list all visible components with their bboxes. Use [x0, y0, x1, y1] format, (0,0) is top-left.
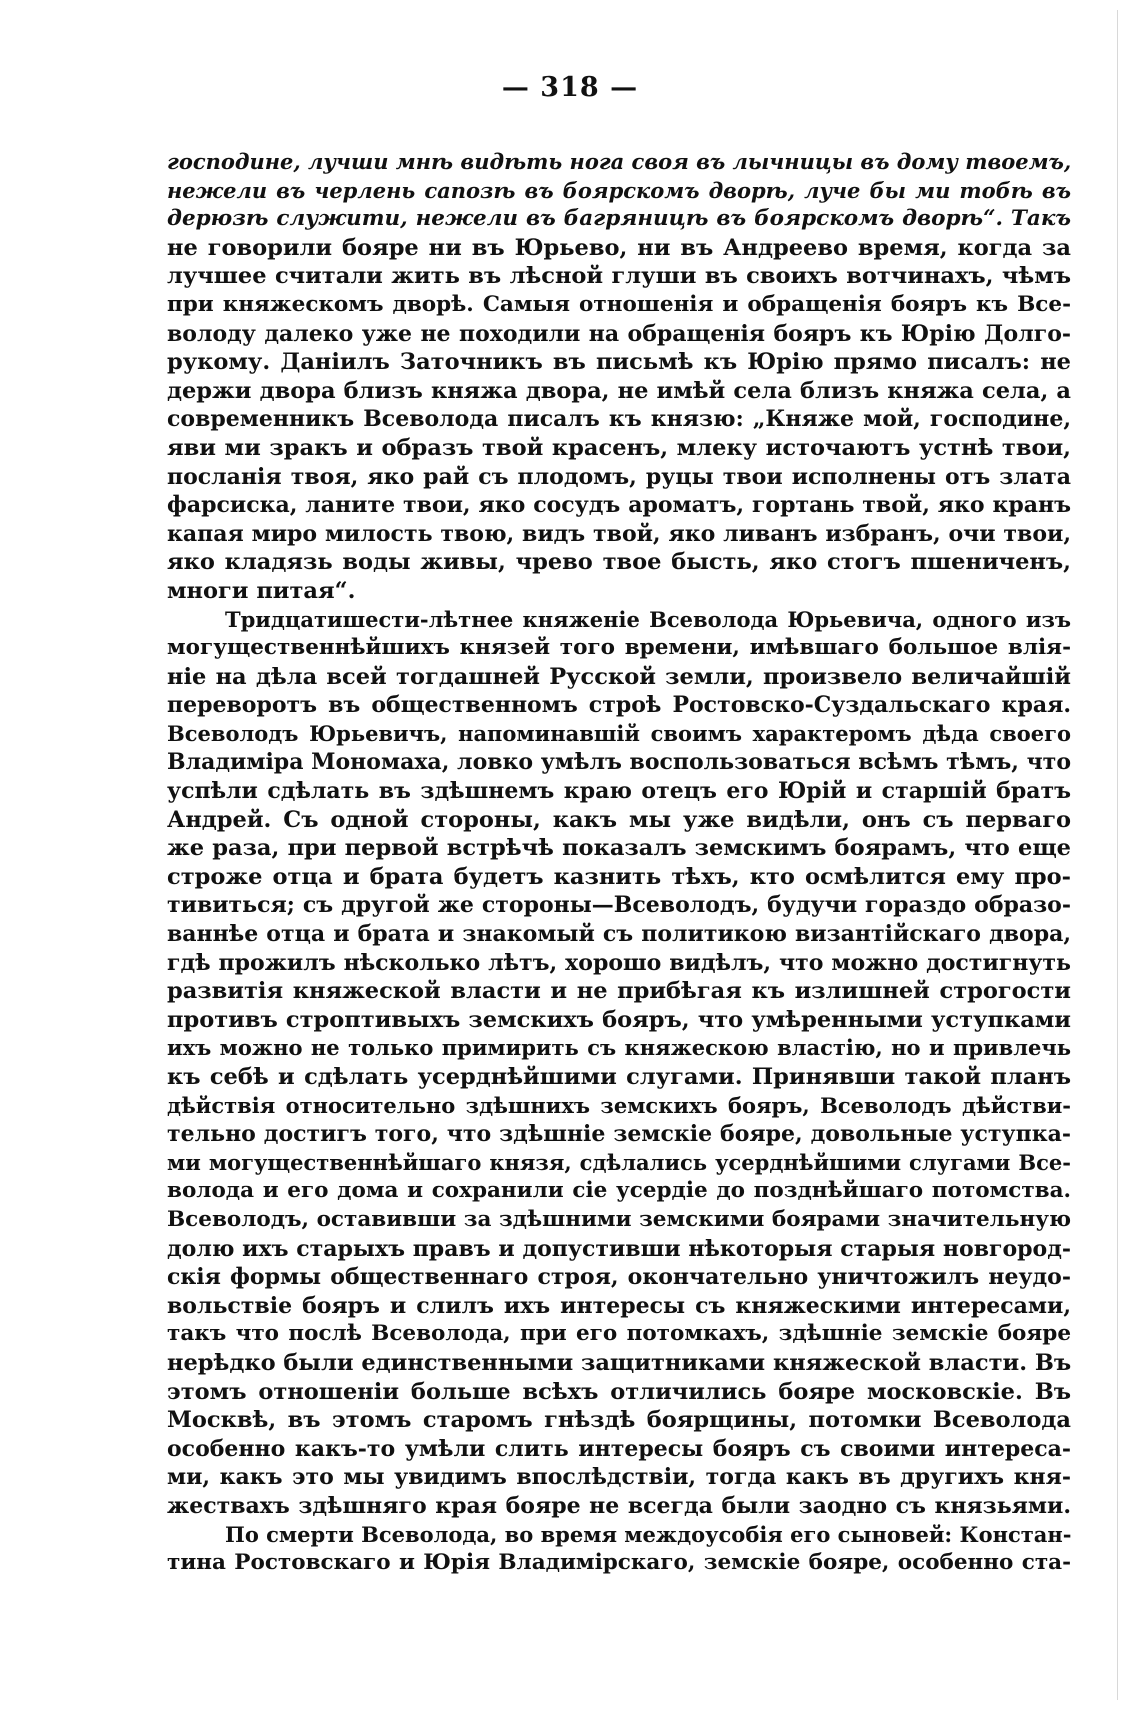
text-line: яви ми зракъ и образъ твой красенъ, млеку источаютъ устнѣ твои, — [167, 434, 1071, 461]
text-line: Андрей. Съ одной стороны, какъ мы уже видѣли, онъ съ перваго — [167, 806, 1071, 833]
text-line: успѣли сдѣлать въ здѣшнемъ краю отецъ его Юрій и старшій братъ — [167, 778, 1071, 805]
text-line: не говорили бояре ни въ Юрьево, ни въ Андреево время, когда за — [167, 234, 1071, 261]
text-line: такъ что послѣ Всеволода, при его потомкахъ, здѣшніе земскіе бояре — [167, 1321, 1071, 1347]
text-line: волода и его дома и сохранили сіе усердіе до позднѣйшаго потомства. — [167, 1178, 1071, 1204]
text-line: рукому. Даніилъ Заточникъ въ письмѣ къ Юрію прямо писалъ: не — [167, 349, 1071, 376]
text-line: капая миро милость твою, видъ твой, яко ливанъ избранъ, очи твои, — [167, 520, 1071, 547]
text-line: особенно какъ-то умѣли слить интересы бояръ съ своими интереса- — [167, 1435, 1071, 1462]
text-line: нежели въ черлень сапозѣ въ боярскомъ дворѣ, луче бы ми тобѣ въ — [167, 177, 1071, 203]
text-line: могущественнѣйшихъ князей того времени, имѣвшаго большое влія- — [167, 635, 1071, 661]
text-line: тина Ростовскаго и Юрія Владимірскаго, земскіе бояре, особенно ста- — [167, 1550, 1071, 1576]
text-line: Всеволодъ Юрьевичъ, напоминавшій своимъ характеромъ дѣда своего — [167, 720, 1071, 746]
text-line: этомъ отношеніи больше всѣхъ отличились бояре московскіе. Въ — [167, 1378, 1071, 1405]
text-line: Москвѣ, въ этомъ старомъ гнѣздѣ боярщины, потомки Всеволода — [167, 1407, 1071, 1434]
text-line: при княжескомъ дворѣ. Самыя отношенія и обращенія бояръ къ Все- — [167, 291, 1071, 317]
text-line: Владиміра Мономаха, ловко умѣлъ воспользоваться всѣмъ тѣмъ, что — [167, 749, 1071, 776]
text-line: вольствіе бояръ и слилъ ихъ интересы съ княжескими интересами, — [167, 1292, 1071, 1319]
text-line: переворотъ въ общественномъ строѣ Ростовско-Суздальскаго края. — [167, 692, 1071, 719]
paragraph-end-line: многи питая“. — [167, 577, 356, 604]
text-line: скія формы общественнаго строя, окончательно уничтожилъ неудо- — [167, 1264, 1071, 1291]
text-line: жествахъ здѣшняго края бояре не всегда были заодно съ князьями. — [167, 1492, 1071, 1519]
text-line: же раза, при первой встрѣчѣ показалъ земскимъ боярамъ, что еще — [167, 835, 1071, 862]
text-line: тивиться; съ другой же стороны—Всеволодъ, будучи гораздо образо- — [167, 892, 1071, 919]
body-text — [167, 148, 1071, 1578]
text-line: лучшее считали жить въ лѣсной глуши въ своихъ вотчинахъ, чѣмъ — [167, 263, 1071, 290]
text-line: нерѣдко были единственными защитниками княжеской власти. Въ — [167, 1349, 1071, 1376]
paragraph-start-line: По смерти Всеволода, во время междоусобія его сыновей: Констан- — [225, 1521, 1071, 1547]
text-line: дѣйствія относительно здѣшнихъ земскихъ бояръ, Всеволодъ дѣйстви- — [167, 1092, 1071, 1118]
page-edge-divider — [1117, 10, 1118, 1700]
text-line: володу далеко уже не походили на обращенія бояръ къ Юрію Долго- — [167, 320, 1071, 347]
text-line: дерюзѣ служити, нежели въ багряницѣ въ боярскомъ дворѣ“. Такъ — [167, 206, 1071, 232]
text-line: ваннѣе отца и брата и знакомый съ политикою византійскаго двора, — [167, 921, 1071, 948]
text-line: фарсиска, ланите твои, яко сосудъ ароматъ, гортань твой, яко кранъ — [167, 492, 1071, 519]
text-line: ми, какъ это мы увидимъ впослѣдствіи, тогда какъ въ другихъ кня- — [167, 1464, 1071, 1491]
text-line: Всеволодъ, оставивши за здѣшними земскими боярами значительную — [167, 1206, 1071, 1232]
text-line: держи двора близъ княжа двора, не имѣй села близъ княжа села, а — [167, 377, 1071, 404]
text-line: долю ихъ старыхъ правъ и допустивши нѣкоторыя старыя новгород- — [167, 1235, 1071, 1262]
text-line: тельно достигъ того, что здѣшніе земскіе бояре, довольные уступка- — [167, 1121, 1071, 1148]
text-line: противъ строптивыхъ земскихъ бояръ, что умѣренными уступками — [167, 1006, 1071, 1033]
text-line: ніе на дѣла всей тогдашней Русской земли, произвело величайшій — [167, 663, 1071, 690]
text-line: господине, лучши мнѣ видѣть нога своя въ лычницы въ дому твоемъ, — [167, 149, 1071, 174]
text-line: строже отца и брата будетъ казнить тѣхъ, кто осмѣлится ему про- — [167, 863, 1071, 890]
text-line: ихъ можно не только примирить съ княжескою властію, но и привлечь — [167, 1035, 1071, 1061]
text-line: ми могущественнѣйшаго князя, сдѣлались усерднѣйшими слугами Все- — [167, 1149, 1071, 1175]
page-number: — 318 — — [501, 72, 639, 103]
paragraph-start-line: Тридцатишести-лѣтнее княженіе Всеволода Юрьевича, одного изъ — [225, 606, 1071, 632]
text-line: современникъ Всеволода писалъ къ князю: „Княже мой, господине, — [167, 406, 1071, 433]
text-line: яко кладязь воды живы, чрево твое бысть, яко стогъ пшениченъ, — [167, 549, 1071, 576]
text-line: развитія княжеской власти и не прибѣгая къ излишней строгости — [167, 978, 1071, 1005]
text-line: гдѣ прожилъ нѣсколько лѣтъ, хорошо видѣлъ, что можно достигнуть — [167, 949, 1071, 976]
text-line: посланія твоя, яко рай съ плодомъ, руцы твои исполнены отъ злата — [167, 463, 1071, 490]
text-line: къ себѣ и сдѣлать усерднѣйшими слугами. Принявши такой планъ — [167, 1064, 1071, 1090]
